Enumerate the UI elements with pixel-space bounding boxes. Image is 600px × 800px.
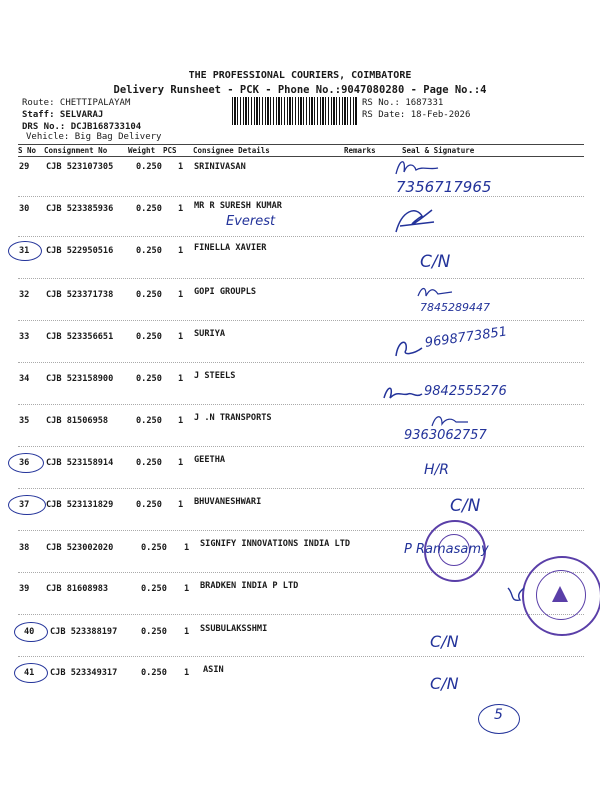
signature-30	[392, 204, 438, 238]
signature-34	[380, 382, 424, 404]
page-title: THE PROFESSIONAL COURIERS, COIMBATORE	[188, 70, 412, 81]
row-weight: 0.250	[136, 500, 162, 510]
row-sno: 41	[24, 668, 35, 678]
row-consignee: SSUBULAKSSHMI	[200, 624, 268, 634]
row-cno: CJB 523385936	[46, 204, 114, 214]
handwritten-phone: 7356717965	[396, 178, 492, 196]
handwritten-phone: 9842555276	[424, 384, 507, 399]
row-weight: 0.250	[136, 332, 162, 342]
row-pcs: 1	[184, 543, 190, 553]
row-consignee: J STEELS	[194, 371, 236, 381]
row-sno: 32	[19, 290, 30, 300]
row-consignee: ASIN	[203, 665, 224, 675]
row-pcs: 1	[178, 246, 184, 256]
row-pcs: 1	[184, 584, 190, 594]
col-consignee: Consignee Details	[193, 146, 270, 155]
row-divider	[18, 196, 584, 197]
col-consignment: Consignment No	[44, 146, 108, 155]
row-consignee: GOPI GROUPLS	[194, 287, 257, 297]
row-weight: 0.250	[136, 374, 162, 384]
handwritten-phone: 9363062757	[404, 428, 487, 443]
sno-circle	[8, 453, 44, 473]
handwritten-phone: 9698773851	[424, 324, 509, 351]
handwritten-note: H/R	[424, 462, 449, 478]
row-divider	[18, 404, 584, 405]
row-weight: 0.250	[141, 668, 167, 678]
header-rule	[18, 144, 584, 145]
handwritten-note: C/N	[430, 674, 459, 693]
row-consignee: BRADKEN INDIA P LTD	[200, 581, 299, 591]
row-consignee: SRINIVASAN	[194, 162, 246, 172]
row-pcs: 1	[178, 162, 184, 172]
row-consignee: SIGNIFY INNOVATIONS INDIA LTD	[200, 539, 351, 549]
handwritten-signature: P Ramasamy	[404, 542, 489, 557]
runsheet-title: Delivery Runsheet - PCK - Phone No.:9047080280 - Page No.:4	[113, 84, 487, 96]
row-divider	[18, 656, 584, 657]
row-cno: CJB 523371738	[46, 290, 114, 300]
barcode	[232, 97, 357, 125]
sno-circle	[8, 495, 46, 515]
row-cno: CJB 523388197	[50, 627, 118, 637]
row-pcs: 1	[178, 458, 184, 468]
row-pcs: 1	[178, 290, 184, 300]
sno-circle	[8, 241, 42, 261]
row-cno: CJB 523356651	[46, 332, 114, 342]
row-divider	[18, 614, 584, 615]
row-pcs: 1	[178, 416, 184, 426]
row-divider	[18, 572, 584, 573]
row-sno: 29	[19, 162, 30, 172]
drs-number: DRS No.: DCJB168733104	[22, 122, 142, 132]
row-sno: 38	[19, 543, 30, 553]
col-weight: Weight	[128, 146, 156, 155]
col-remarks: Remarks	[344, 146, 376, 155]
row-divider	[18, 362, 584, 363]
row-weight: 0.250	[141, 543, 167, 553]
vehicle: Vehicle: Big Bag Delivery	[26, 132, 162, 142]
route: Route: CHETTIPALAYAM	[22, 98, 131, 108]
row-pcs: 1	[184, 668, 190, 678]
row-cno: CJB 523158900	[46, 374, 114, 384]
rs-date: RS Date: 18-Feb-2026	[362, 110, 471, 120]
row-sno: 31	[19, 246, 30, 256]
row-divider	[18, 446, 584, 447]
row-weight: 0.250	[141, 627, 167, 637]
row-pcs: 1	[184, 627, 190, 637]
row-consignee: J .N TRANSPORTS	[194, 413, 272, 423]
stamp-logo	[548, 582, 572, 606]
row-cno: CJB 523107305	[46, 162, 114, 172]
row-sno: 40	[24, 627, 35, 637]
col-pcs: PCS	[163, 146, 177, 155]
row-weight: 0.250	[141, 584, 167, 594]
row-consignee: BHUVANESHWARI	[194, 497, 262, 507]
signature-39	[504, 584, 526, 606]
row-pcs: 1	[178, 204, 184, 214]
row-divider	[18, 530, 584, 531]
row-pcs: 1	[178, 332, 184, 342]
header-rule-bottom	[18, 156, 584, 157]
row-weight: 0.250	[136, 162, 162, 172]
row-pcs: 1	[178, 500, 184, 510]
row-cno: CJB 523349317	[50, 668, 118, 678]
handwritten-note: Everest	[226, 214, 276, 229]
row-weight: 0.250	[136, 458, 162, 468]
row-consignee: FINELLA XAVIER	[194, 243, 267, 253]
row-sno: 37	[19, 500, 30, 510]
row-cno: CJB 523158914	[46, 458, 114, 468]
row-divider	[18, 236, 584, 237]
row-cno: CJB 523002020	[46, 543, 114, 553]
row-sno: 30	[19, 204, 30, 214]
row-cno: CJB 81608983	[46, 584, 109, 594]
row-sno: 39	[19, 584, 30, 594]
row-sno: 33	[19, 332, 30, 342]
row-weight: 0.250	[136, 290, 162, 300]
row-weight: 0.250	[136, 246, 162, 256]
col-seal: Seal & Signature	[402, 146, 475, 155]
row-sno: 36	[19, 458, 30, 468]
col-sno: S No	[18, 146, 37, 155]
handwritten-phone: 7845289447	[420, 301, 490, 314]
staff: Staff: SELVARAJ	[22, 110, 104, 120]
row-divider	[18, 488, 584, 489]
rs-number: RS No.: 1687331	[362, 98, 444, 108]
handwritten-note: C/N	[430, 632, 459, 651]
handwritten-note: C/N	[420, 252, 451, 272]
row-cno: CJB 523131829	[46, 500, 114, 510]
signature-29	[392, 156, 442, 180]
row-divider	[18, 278, 584, 279]
row-consignee: GEETHA	[194, 455, 226, 465]
row-pcs: 1	[178, 374, 184, 384]
row-cno: CJB 81506958	[46, 416, 109, 426]
row-consignee: SURIYA	[194, 329, 226, 339]
page-mark: 5	[494, 707, 503, 723]
signature-32	[416, 284, 456, 300]
row-weight: 0.250	[136, 416, 162, 426]
row-cno: CJB 522950516	[46, 246, 114, 256]
row-weight: 0.250	[136, 204, 162, 214]
row-consignee: MR R SURESH KUMAR	[194, 201, 282, 211]
sno-circle	[14, 663, 48, 683]
row-divider	[18, 320, 584, 321]
handwritten-note: C/N	[450, 496, 481, 516]
sno-circle	[14, 622, 48, 642]
signature-33	[392, 336, 428, 360]
row-sno: 35	[19, 416, 30, 426]
row-sno: 34	[19, 374, 30, 384]
